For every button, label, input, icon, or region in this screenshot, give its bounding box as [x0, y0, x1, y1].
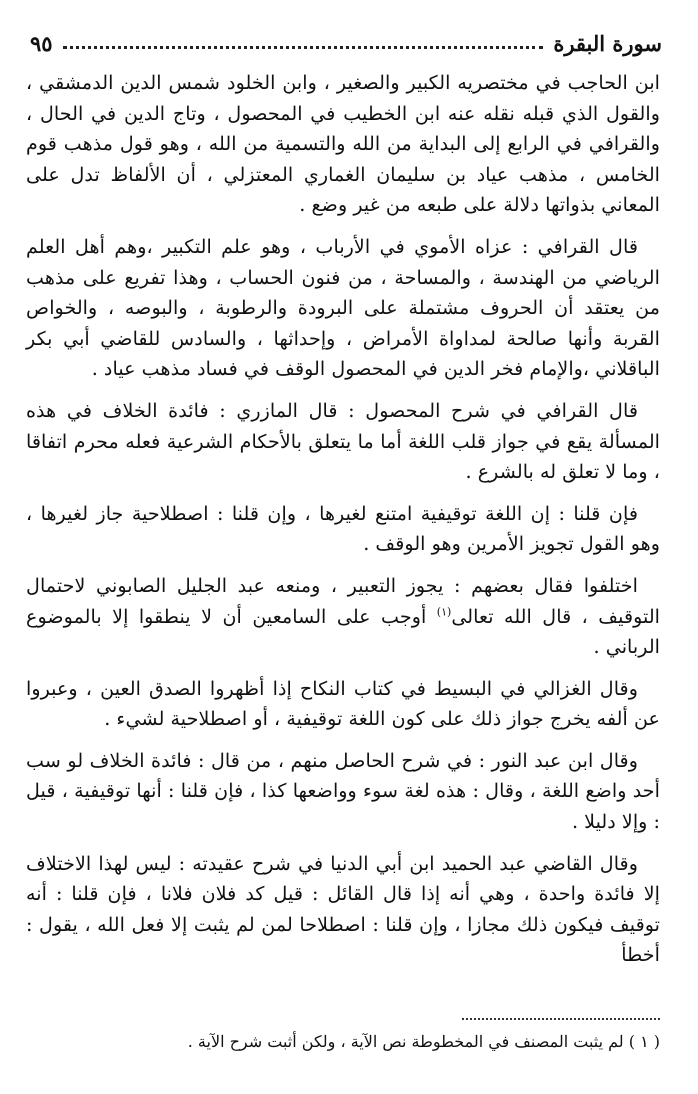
footnote-marker: (١) — [436, 605, 452, 619]
paragraph: ابن الحاجب في مختصريه الكبير والصغير ، وابن الخلود شمس الدين الدمشقي ، والقول الذي قبله نقله عنه ابن الخطيب في المحصول ، وتاج الدين في الحال ، والقرافي في الرابع إلى البداية من الله والتسمية من الله ، وهو قول مذهب قوم الخامس ، مذهب عياد بن سليمان الغماري المعتزلي ، أن الألفاظ تدل على المعاني بذواتها دلالة على طبعه من غير وضع . — [26, 71, 660, 217]
footnote-separator — [462, 1018, 660, 1020]
main-text — [26, 68, 660, 982]
surah-title: سورة البقرة — [553, 30, 662, 56]
page-number: ٩٥ — [30, 30, 53, 56]
paragraph: وقال الغزالي في البسيط في كتاب النكاح إذا أظهروا الصدق العين ، وعبروا عن ألفه يخرج جواز ذلك على كون اللغة توقيفية ، أو اصطلاحية لشيء . — [26, 676, 660, 731]
paragraph: وقال القاضي عبد الحميد ابن أبي الدنيا في شرح عقيدته : ليس لهذا الاختلاف إلا فائدة واحدة ، وهي أنه إذا قال القائل : قيل كد فلان فلانا ، فإن قلنا : أنه توقيف فيكون ذلك مجازا ، وإن قلنا : اصطلاحا لمن لم يثبت إلا فعل الله ، يقول : أخطأ — [26, 851, 660, 967]
paragraph: قال القرافي في شرح المحصول : قال المازري : فائدة الخلاف في هذه المسألة يقع في جواز قلب اللغة أما ما يتعلق بالأحكام الشرعية فعله محرم اتفاقا ، وما لا تعلق له بالشرع . — [26, 398, 660, 484]
paragraph: وقال ابن عبد النور : في شرح الحاصل منهم ، من قال : فائدة الخلاف لو سب أحد واضع اللغة ، وقال : هذه لغة سوء وواضعها كذا ، فإن قلنا : أنها توقيفية ، قيل : وإلا دليلا . — [26, 748, 660, 834]
paragraph-with-footnote — [26, 571, 660, 663]
paragraph-text: أوجب على السامعين أن لا ينطقوا إلا بالموضوع الرباني . — [26, 604, 660, 659]
running-header — [30, 28, 662, 58]
footnote: ( ١ ) لم يثبت المصنف في المخطوطة نص الآية ، ولكن أثبت شرح الآية . — [187, 1032, 660, 1051]
paragraph: فإن قلنا : إن اللغة توقيفية امتنع لغيرها ، وإن قلنا : اصطلاحية جاز لغيرها ، وهو القول تجويز الأمرين وهو الوقف . — [26, 501, 660, 556]
paragraph-text: اختلفوا فقال بعضهم : يجوز التعبير ، ومنعه عبد الجليل الصابوني لاحتمال التوقيف ، قال الله تعالى — [26, 573, 661, 628]
paragraph: قال القرافي : عزاه الأموي في الأرباب ، وهو علم التكبير ،وهم أهل العلم الرياضي من الهندسة ، والمساحة ، من فنون الحساب ، وهذا تفريع على مذهب من يعتقد أن الحروف مشتملة على البرودة والرطوبة ، والبوصه ، والخواص القربة وأنها صالحة لمداواة الأمراض ، وإحداثها ، والسادس للقاضي أبي بكر الباقلاني ،والإمام فخر الدين في المحصول الوقف في فساد مذهب عياد . — [26, 234, 660, 381]
header-dot-leader — [63, 46, 544, 49]
